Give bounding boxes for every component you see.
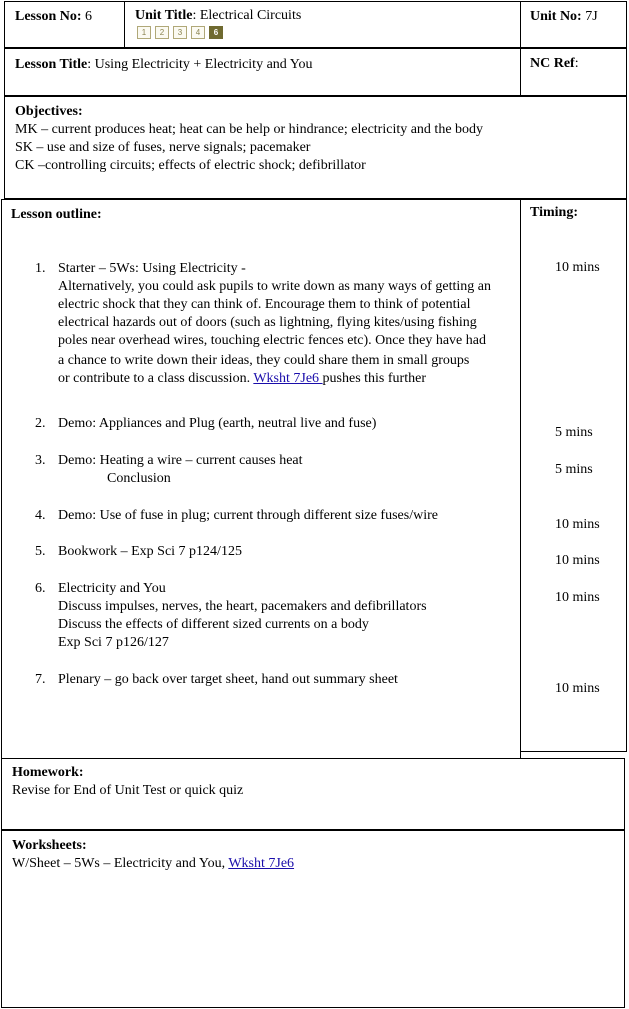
unit-no-label: Unit No: xyxy=(530,9,582,24)
worksheet-7je6-link[interactable]: Wksht 7Je6 xyxy=(228,856,295,871)
homework-cell xyxy=(1,758,625,830)
worksheets-text xyxy=(12,856,294,872)
lesson-title-label: Lesson Title xyxy=(15,57,88,72)
outline-item-line-with-link xyxy=(58,371,426,387)
lesson-outline-label: Lesson outline: xyxy=(11,207,102,222)
objective-text: –controlling circuits; effects of electric shock; defibrillator xyxy=(34,158,366,173)
timing-value: 10 mins xyxy=(555,517,600,532)
outline-item-line: poles near overhead wires, touching electric fences etc). Once they have had xyxy=(58,333,486,348)
objective-text: – current produces heat; heat can be help or hindrance; electricity and the body xyxy=(37,122,484,137)
worksheets-list: W/Sheet – 5Ws – Electricity and You, xyxy=(12,856,229,871)
outline-item-line: Plenary – go back over target sheet, hand out summary sheet xyxy=(58,672,398,687)
outline-item-line: electrical hazards out of doors (such as lightning, flying kites/using fishing xyxy=(58,315,477,330)
outline-item-line: Conclusion xyxy=(107,471,171,486)
unit-no-value: 7J xyxy=(585,9,598,24)
lesson-no-value: 6 xyxy=(85,9,93,24)
outline-item-line: Bookwork – Exp Sci 7 p124/125 xyxy=(58,544,242,559)
outline-item-line: Demo: Appliances and Plug (earth, neutral live and fuse) xyxy=(58,416,377,431)
timing-value: 5 mins xyxy=(555,462,593,477)
outline-item-number: 5. xyxy=(35,544,46,559)
outline-item-line: Demo: Use of fuse in plug; current through different size fuses/wire xyxy=(58,508,438,523)
outline-item-number: 3. xyxy=(35,453,46,468)
page-link-1[interactable]: 1 xyxy=(137,26,151,39)
page-link-3[interactable]: 3 xyxy=(173,26,187,39)
objective-key: CK xyxy=(15,158,35,173)
timing-value: 5 mins xyxy=(555,425,593,440)
unit-no-cell xyxy=(520,1,627,48)
outline-item-line: Discuss the effects of different sized currents on a body xyxy=(58,617,369,632)
outline-item-text: pushes this further xyxy=(322,371,426,386)
homework-label: Homework: xyxy=(12,765,84,780)
outline-item-line: Alternatively, you could ask pupils to write down as many ways of getting an xyxy=(58,279,492,294)
outline-item-line: Demo: Heating a wire – current causes heat xyxy=(58,453,303,468)
worksheets-cell xyxy=(1,830,625,1008)
timing-label: Timing: xyxy=(530,205,578,220)
outline-item-line: Electricity and You xyxy=(58,581,166,596)
nc-ref xyxy=(530,56,579,72)
unit-title-label: Unit Title xyxy=(135,8,193,23)
objective-key: MK xyxy=(15,122,38,137)
outline-item-line: a chance to write down their ideas, they could share them in small groups xyxy=(58,353,470,368)
page-link-6-current[interactable]: 6 xyxy=(209,26,223,39)
outline-item-line: Exp Sci 7 p126/127 xyxy=(58,635,169,650)
nc-ref-label: NC Ref xyxy=(530,56,575,71)
timing-value: 10 mins xyxy=(555,553,600,568)
unit-title-value: : Electrical Circuits xyxy=(192,8,302,23)
homework-text: Revise for End of Unit Test or quick quiz xyxy=(12,783,244,798)
unit-no xyxy=(530,9,598,25)
page-link-2[interactable]: 2 xyxy=(155,26,169,39)
worksheets-label: Worksheets: xyxy=(12,838,87,853)
outline-item-number: 2. xyxy=(35,416,46,431)
outline-item-text: or contribute to a class discussion. xyxy=(58,371,254,386)
timing-value: 10 mins xyxy=(555,681,600,696)
objective-text: – use and size of fuses, nerve signals; pacemaker xyxy=(32,140,311,155)
lesson-no-label: Lesson No: xyxy=(15,9,82,24)
outline-item-number: 4. xyxy=(35,508,46,523)
outline-item-number: 6. xyxy=(35,581,46,596)
timing-value: 10 mins xyxy=(555,260,600,275)
objectives-label: Objectives: xyxy=(15,104,83,119)
objective-key: SK xyxy=(15,140,33,155)
outline-item-line: Discuss impulses, nerves, the heart, pacemakers and defibrillators xyxy=(58,599,427,614)
outline-item-line: Starter – 5Ws: Using Electricity - xyxy=(58,261,246,276)
timing-value: 10 mins xyxy=(555,590,600,605)
outline-item-number: 7. xyxy=(35,672,46,687)
nc-ref-value: : xyxy=(574,56,579,71)
outline-item-number: 1. xyxy=(35,261,46,276)
nc-ref-cell xyxy=(520,48,627,96)
lesson-title-value: : Using Electricity + Electricity and You xyxy=(87,57,313,72)
worksheet-7je6-link[interactable]: Wksht 7Je6 xyxy=(253,371,323,386)
outline-item-line: electric shock that they can think of. Encourage them to think of potential xyxy=(58,297,471,312)
page-link-4[interactable]: 4 xyxy=(191,26,205,39)
